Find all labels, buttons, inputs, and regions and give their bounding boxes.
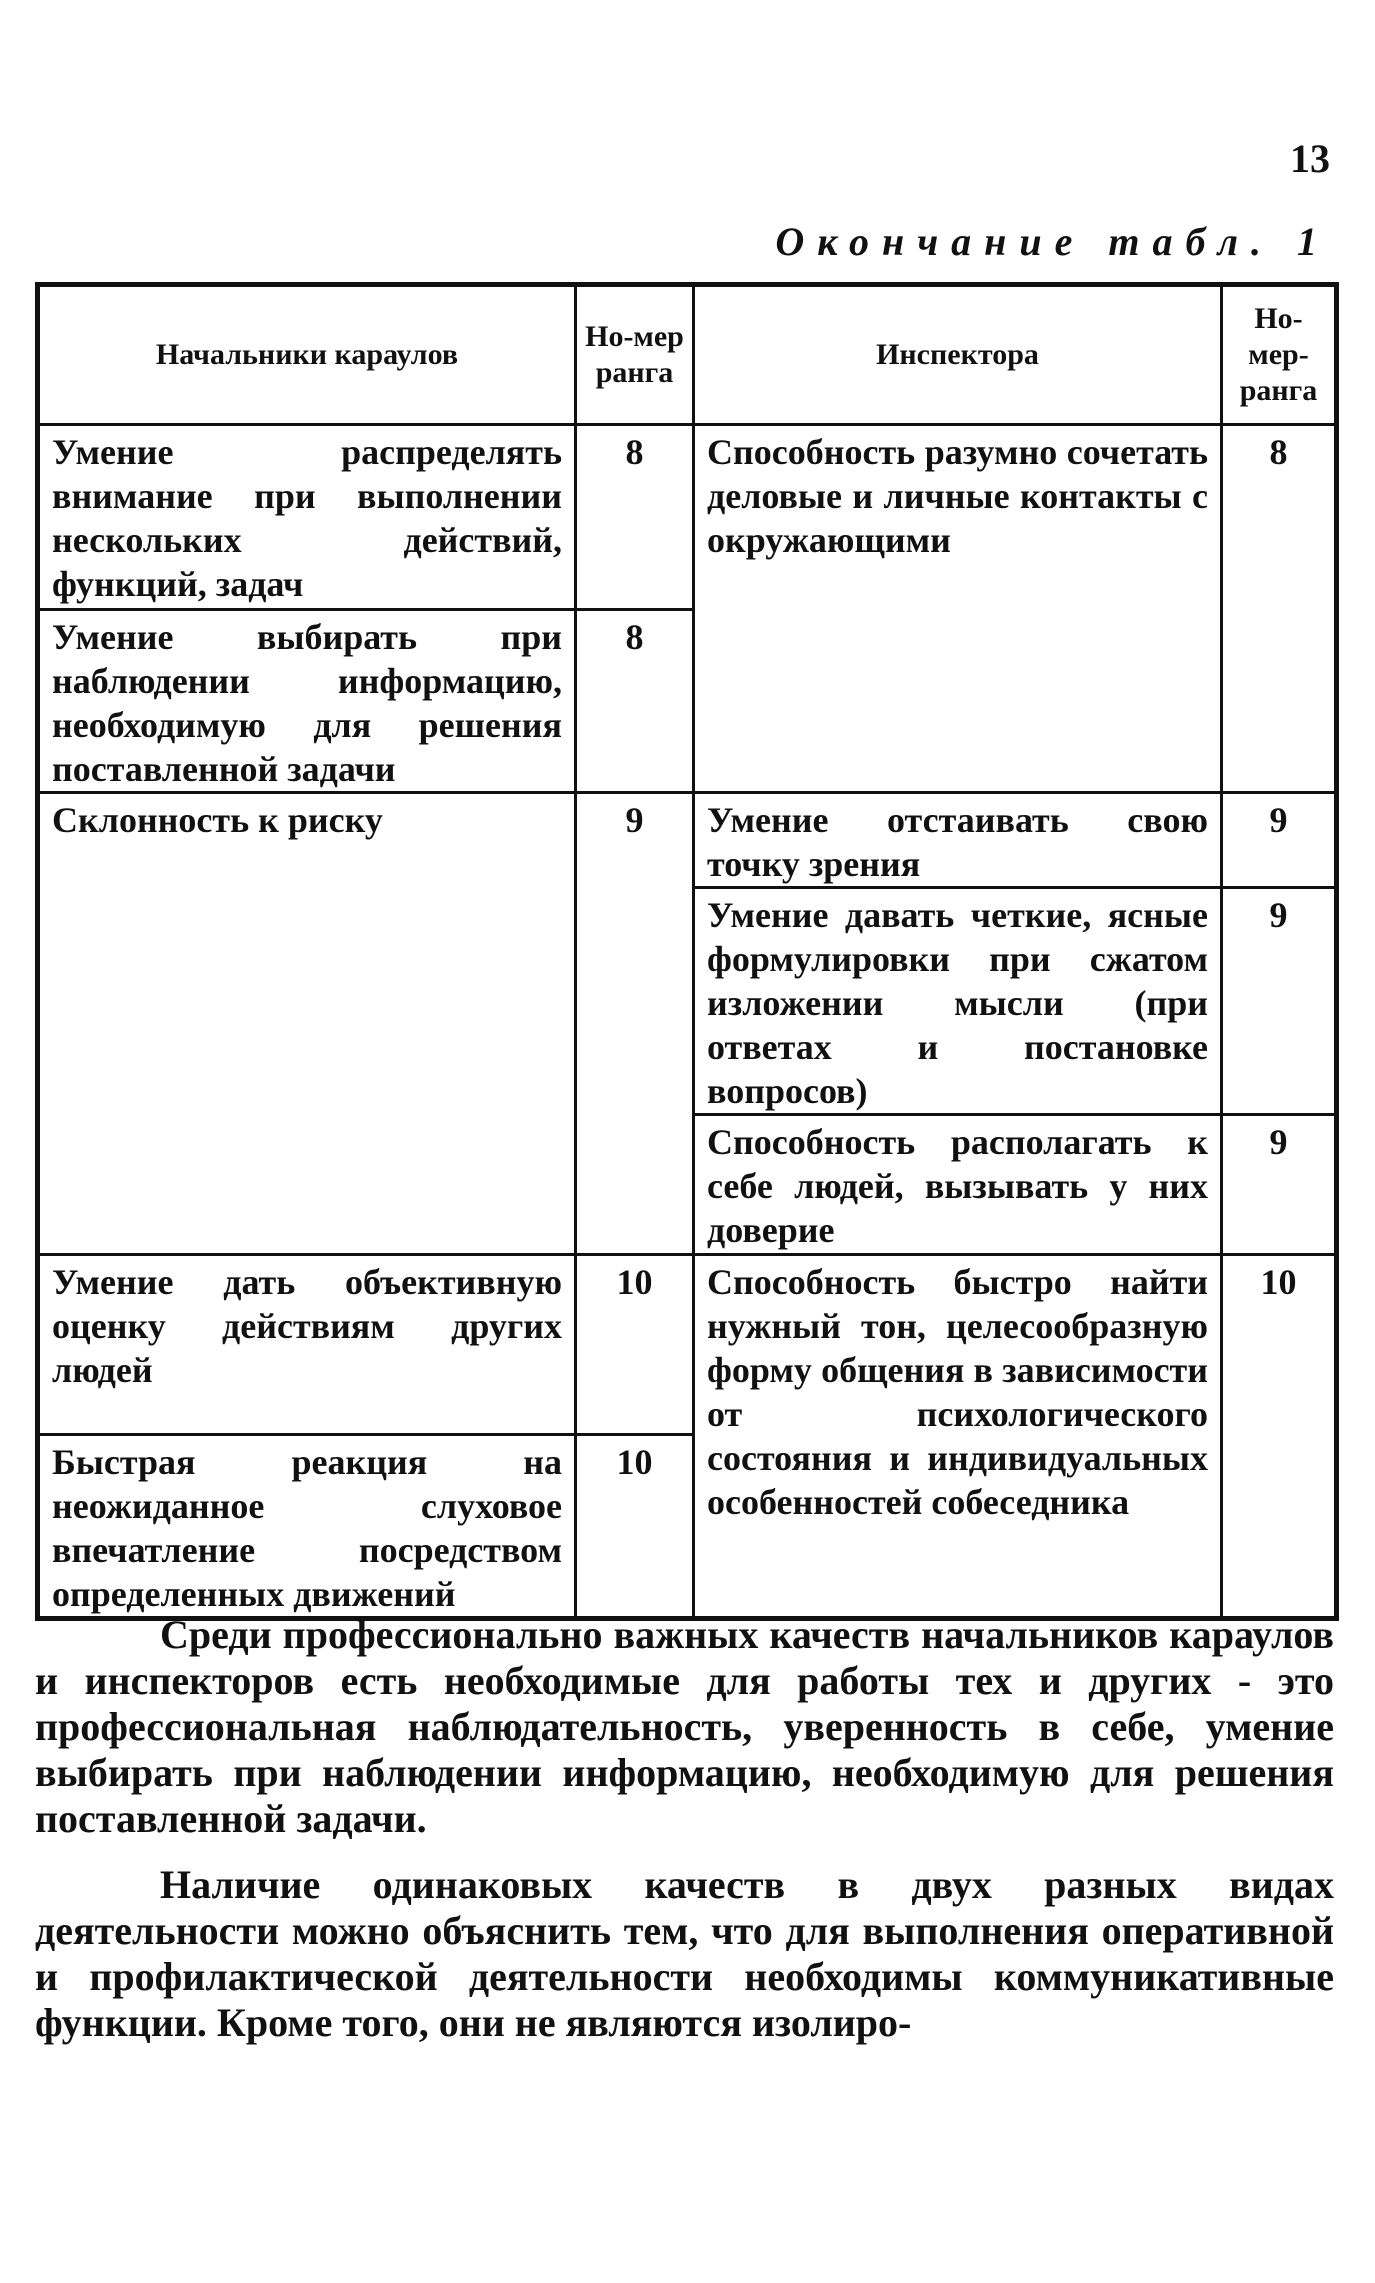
chief-quality-cell: Умение выбирать при наблюдении информацию, необходимую для решения поставленной задачи [38,610,576,793]
header-inspector-rank: Но-мер-ранга [1222,285,1337,425]
header-chiefs: Начальники караулов [38,285,576,425]
chief-rank-cell: 8 [576,425,694,610]
table-row [38,1255,1337,1435]
chief-quality-cell: Склонность к риску [38,793,576,1255]
header-chief-rank: Но-мер ранга [576,285,694,425]
chief-rank-cell: 8 [576,610,694,793]
qualities-rank-table [35,282,1339,1621]
chief-quality-cell: Быстрая реакция на неожиданное слуховое впечатление посредством определенных движений [38,1435,576,1619]
inspector-quality-cell: Умение давать четкие, ясные формулировки при сжатом изложении мысли (при ответах и постановке вопросов) [694,888,1222,1115]
body-paragraph: Наличие одинаковых качеств в двух разных видах деятельности можно объяснить тем, что для выполнения оперативной и профилактической деятельности необходимы коммуникативные функции. Кроме того, они не являются изолиро- [35,1862,1334,2045]
chief-quality-cell: Умение дать объективную оценку действиям других людей [38,1255,576,1435]
inspector-quality-cell: Способность располагать к себе людей, вызывать у них доверие [694,1115,1222,1255]
inspector-rank-cell: 9 [1222,1115,1337,1255]
inspector-quality-cell: Способность разумно сочетать деловые и личные контакты с окружающими [694,425,1222,793]
inspector-quality-cell: Способность быстро найти нужный тон, целесообразную форму общения в зависимости от психологического состояния и индивидуальных особенностей собеседника [694,1255,1222,1619]
body-paragraph: Среди профессионально важных качеств начальников караулов и инспекторов есть необходимые для работы тех и других - это профессиональная наблюдательность, уверенность в себе, умение выбирать при наблюдении информацию, необходимую для решения поставленной задачи. [35,1612,1334,1841]
inspector-rank-cell: 8 [1222,425,1337,793]
inspector-rank-cell: 9 [1222,888,1337,1115]
chief-rank-cell: 10 [576,1255,694,1435]
table-row [38,425,1337,610]
header-inspectors: Инспектора [694,285,1222,425]
chief-rank-cell: 9 [576,793,694,1255]
table-header-row [38,285,1337,425]
inspector-rank-cell: 9 [1222,793,1337,888]
chief-quality-cell: Умение распределять внимание при выполнении нескольких действий, функций, задач [38,425,576,610]
page-number: 13 [1290,136,1330,181]
table-row [38,793,1337,888]
inspector-rank-cell: 10 [1222,1255,1337,1619]
table-caption: Окончание табл. 1 [775,219,1330,264]
chief-rank-cell: 10 [576,1435,694,1619]
inspector-quality-cell: Умение отстаивать свою точку зрения [694,793,1222,888]
